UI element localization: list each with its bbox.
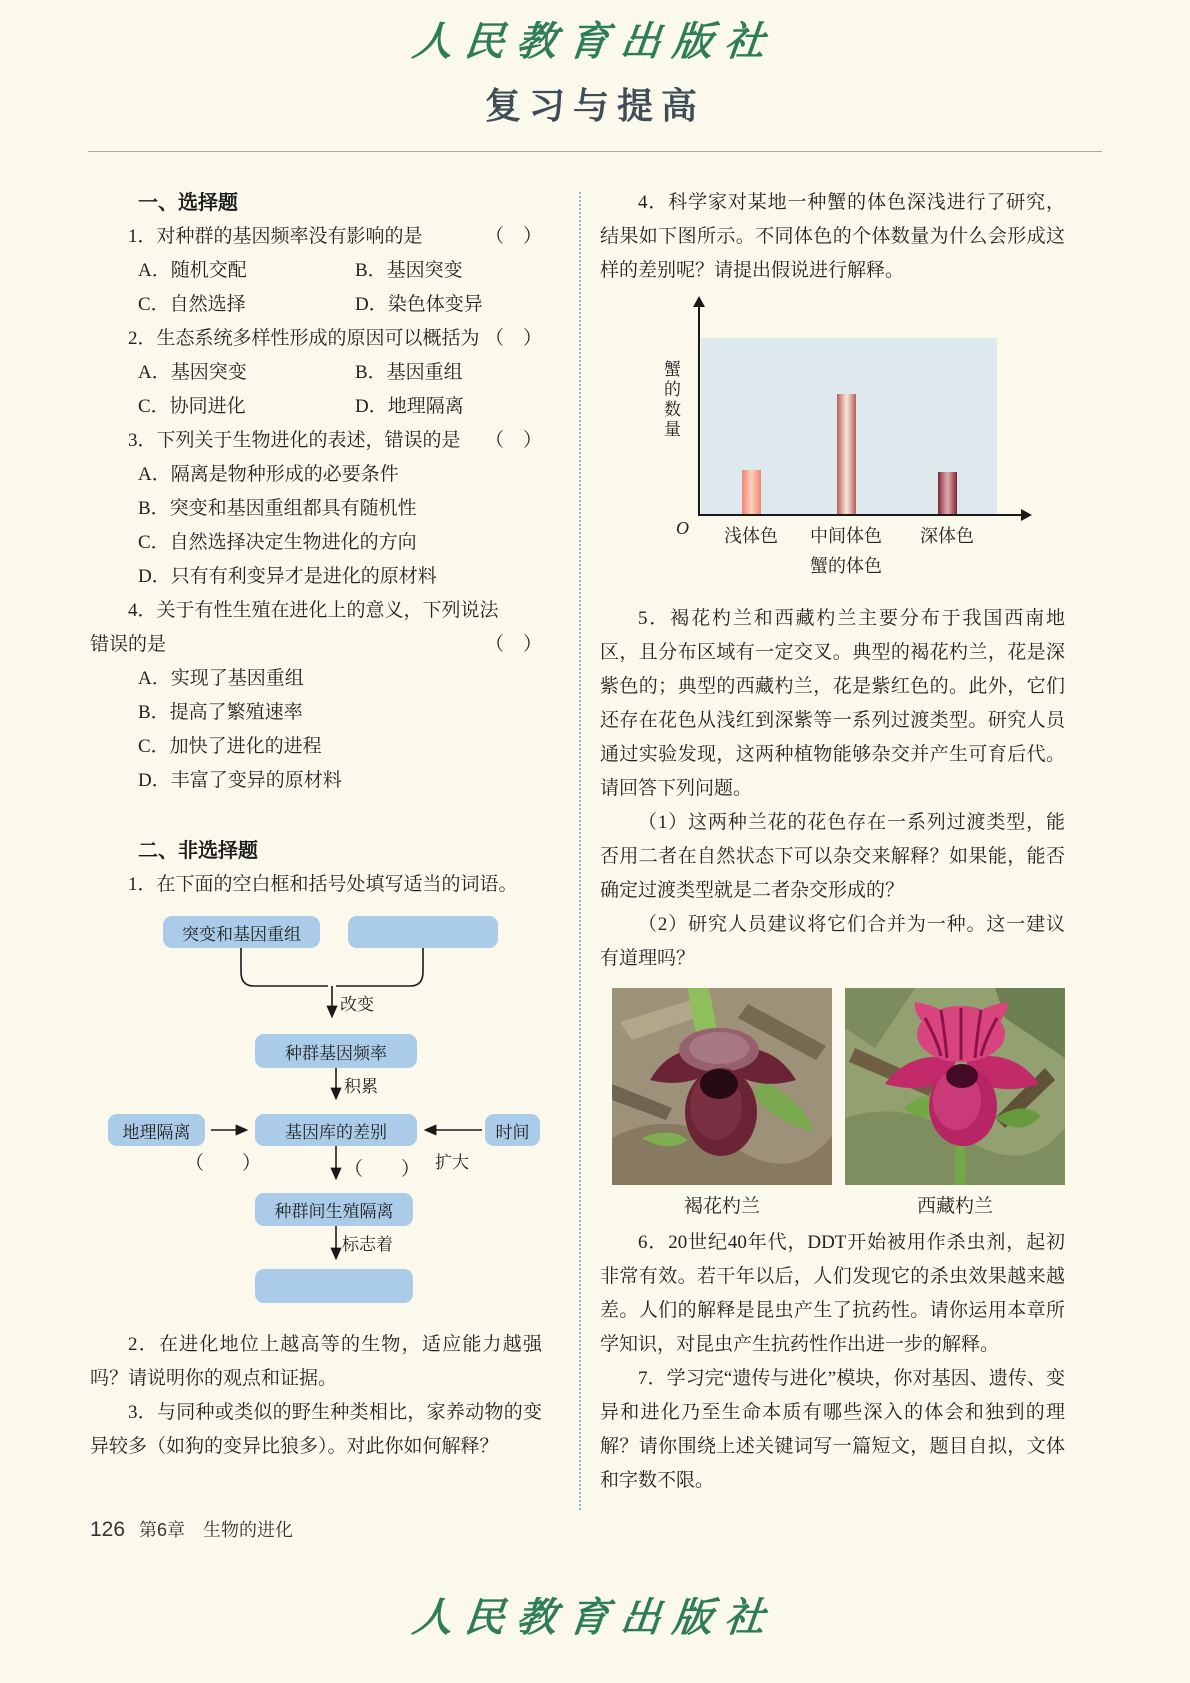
question-1-options-cd [90,288,542,322]
question-4-line2 [90,628,542,662]
chapter-title: 第6章 生物的进化 [139,1520,294,1540]
question-1-options-ab [90,254,542,288]
flow-label-expand: 扩大 [435,1153,469,1172]
question-3 [90,424,542,458]
crab-color-bar-chart [600,298,1065,586]
option: C．协同进化 [138,396,246,417]
question-7-essay-text: 7．学习完“遗传与进化”模块，你对基因、遗传、变异和进化乃至生命本质有哪些深入的体会和独到的理解？请你围绕上述关键词写一篇短文，题目自拟，文体和字数不限。 [600,1368,1065,1491]
question-1-answer-bracket: （ ） [484,226,542,247]
x-tick-label: 浅体色 [724,526,778,546]
publisher-logo-bottom: 人民教育出版社 [410,1594,780,1641]
question-2-answer-bracket: （ ） [484,328,542,349]
flow-box-blank-bottom [255,1269,413,1303]
option: C．加快了进化的进程 [138,736,322,757]
x-axis [698,514,1022,516]
title-divider [88,151,1102,152]
photo-brown-slipper-orchid [612,988,832,1185]
question-2-text: 2．生态系统多样性形成的原因可以概括为 [128,328,480,349]
publisher-logo-top: 人民教育出版社 [410,18,780,65]
photo-captions [600,1191,1065,1218]
question-2-options-ab [90,356,542,390]
question-2 [90,322,542,356]
flow-box-reproductive-isolation: 种群间生殖隔离 [255,1193,413,1226]
option: A．基因突变 [138,362,247,383]
speciation-flowchart [90,916,542,1308]
page-title: 复习与提高 [484,85,705,126]
column-divider [579,192,581,1510]
caption-tibet-orchid: 西藏杓兰 [916,1196,993,1217]
question-4-text: 错误的是 [90,634,167,655]
option: B．突变和基因重组都具有随机性 [138,498,417,519]
flow-label-change: 改变 [340,995,374,1014]
origin-label: O [676,518,689,538]
question-4-line1: 4．关于有性生殖在进化上的意义，下列说法 [128,600,499,621]
option: A．实现了基因重组 [138,668,304,689]
nonchoice-q3-text: 3．与同种或类似的野生种类相比，家养动物的变异较多（如狗的变异比狼多）。对此你如何解释？ [90,1402,542,1457]
x-tick-label: 中间体色 [810,526,882,546]
bar-dark-color [938,472,957,514]
flow-box-gene-frequency: 种群基因频率 [255,1034,417,1068]
question-3-answer-bracket: （ ） [484,430,542,451]
orchid-photos [600,988,1065,1185]
flow-label-mark: 标志着 [342,1235,393,1254]
option: B．提高了繁殖速率 [138,702,303,723]
option: A．隔离是物种形成的必要条件 [138,464,399,485]
flow-box-time: 时间 [485,1114,540,1146]
question-2-options-cd [90,390,542,424]
nonchoice-q2-text: 2．在进化地位上越高等的生物，适应能力越强吗？请说明你的观点和证据。 [90,1334,542,1389]
option: D．丰富了变异的原材料 [138,770,342,791]
option: C．自然选择决定生物进化的方向 [138,532,417,553]
flow-bracket-left: （ ） [185,1153,262,1174]
flow-box-blank-top [348,916,498,948]
y-axis-arrow-icon [693,296,705,307]
question-6-ddt-text: 6．20世纪40年代，DDT开始被用作杀虫剂，起初非常有效。若干年以后，人们发现它的杀虫效果越来越差。人们的解释是昆虫产生了抗药性。请你运用本章所学知识，对昆虫产生抗药性作出进一步的解释。 [600,1232,1065,1355]
option: D．染色体变异 [355,294,483,315]
question-5-sub1: （1）这两种兰花的花色存在一系列过渡类型，能否用二者在自然状态下可以杂交来解释？如果能，能否确定过渡类型就是二者杂交形成的？ [600,812,1065,901]
y-axis [698,306,700,516]
tibet-orchid-illustration [845,988,1065,1185]
left-column [90,186,542,1464]
right-column [600,186,1065,1498]
option: B．基因重组 [355,362,463,383]
flowchart-connectors [90,916,542,1308]
brown-orchid-illustration [612,988,832,1185]
section-heading-nonchoice: 二、非选择题 [138,840,258,862]
question-4-crab-text: 4．科学家对某地一种蟹的体色深浅进行了研究，结果如下图所示。不同体色的个体数量为什么会形成这样的差别呢？请提出假说进行解释。 [600,192,1065,281]
bar-light-color [742,470,761,514]
flow-bracket-mid: （ ） [344,1159,421,1180]
option: D．地理隔离 [355,396,464,417]
option: C．自然选择 [138,294,246,315]
x-tick-label: 深体色 [920,526,974,546]
question-4-answer-bracket: （ ） [484,634,542,655]
y-axis-label: 蟹的数量 [661,360,680,440]
x-axis-label: 蟹的体色 [810,556,882,576]
section-heading-choice: 一、选择题 [138,192,238,214]
option: B．基因突变 [355,260,463,281]
question-5-orchid-text: 5．褐花杓兰和西藏杓兰主要分布于我国西南地区，且分布区域有一定交叉。典型的褐花杓兰，花是深紫色的；典型的西藏杓兰，花是紫红色的。此外，它们还存在花色从浅红到深紫等一系列过渡类型。研究人员通过实验发现，这两种植物能够杂交并产生可育后代。请回答下列问题。 [600,608,1065,799]
bar-intermediate-color [837,394,856,514]
page-footer [90,1516,293,1542]
page-number: 126 [90,1518,126,1541]
flow-label-accumulate: 积累 [344,1077,378,1096]
flow-box-gene-pool-difference: 基因库的差别 [255,1114,417,1146]
question-5-sub2: （2）研究人员建议将它们合并为一种。这一建议有道理吗？ [600,914,1065,969]
flow-box-mutation: 突变和基因重组 [163,916,320,948]
option: D．只有有利变异才是进化的原材料 [138,566,437,587]
caption-brown-orchid: 褐花杓兰 [683,1196,760,1217]
question-3-text: 3．下列关于生物进化的表述，错误的是 [128,430,461,451]
photo-tibet-slipper-orchid [845,988,1065,1185]
option: A．随机交配 [138,260,247,281]
flow-box-geographic-isolation: 地理隔离 [108,1114,205,1146]
question-1 [90,220,542,254]
x-axis-arrow-icon [1021,509,1032,521]
question-1-text: 1．对种群的基因频率没有影响的是 [128,226,423,247]
nonchoice-q1-text: 1．在下面的空白框和括号处填写适当的词语。 [128,874,518,895]
